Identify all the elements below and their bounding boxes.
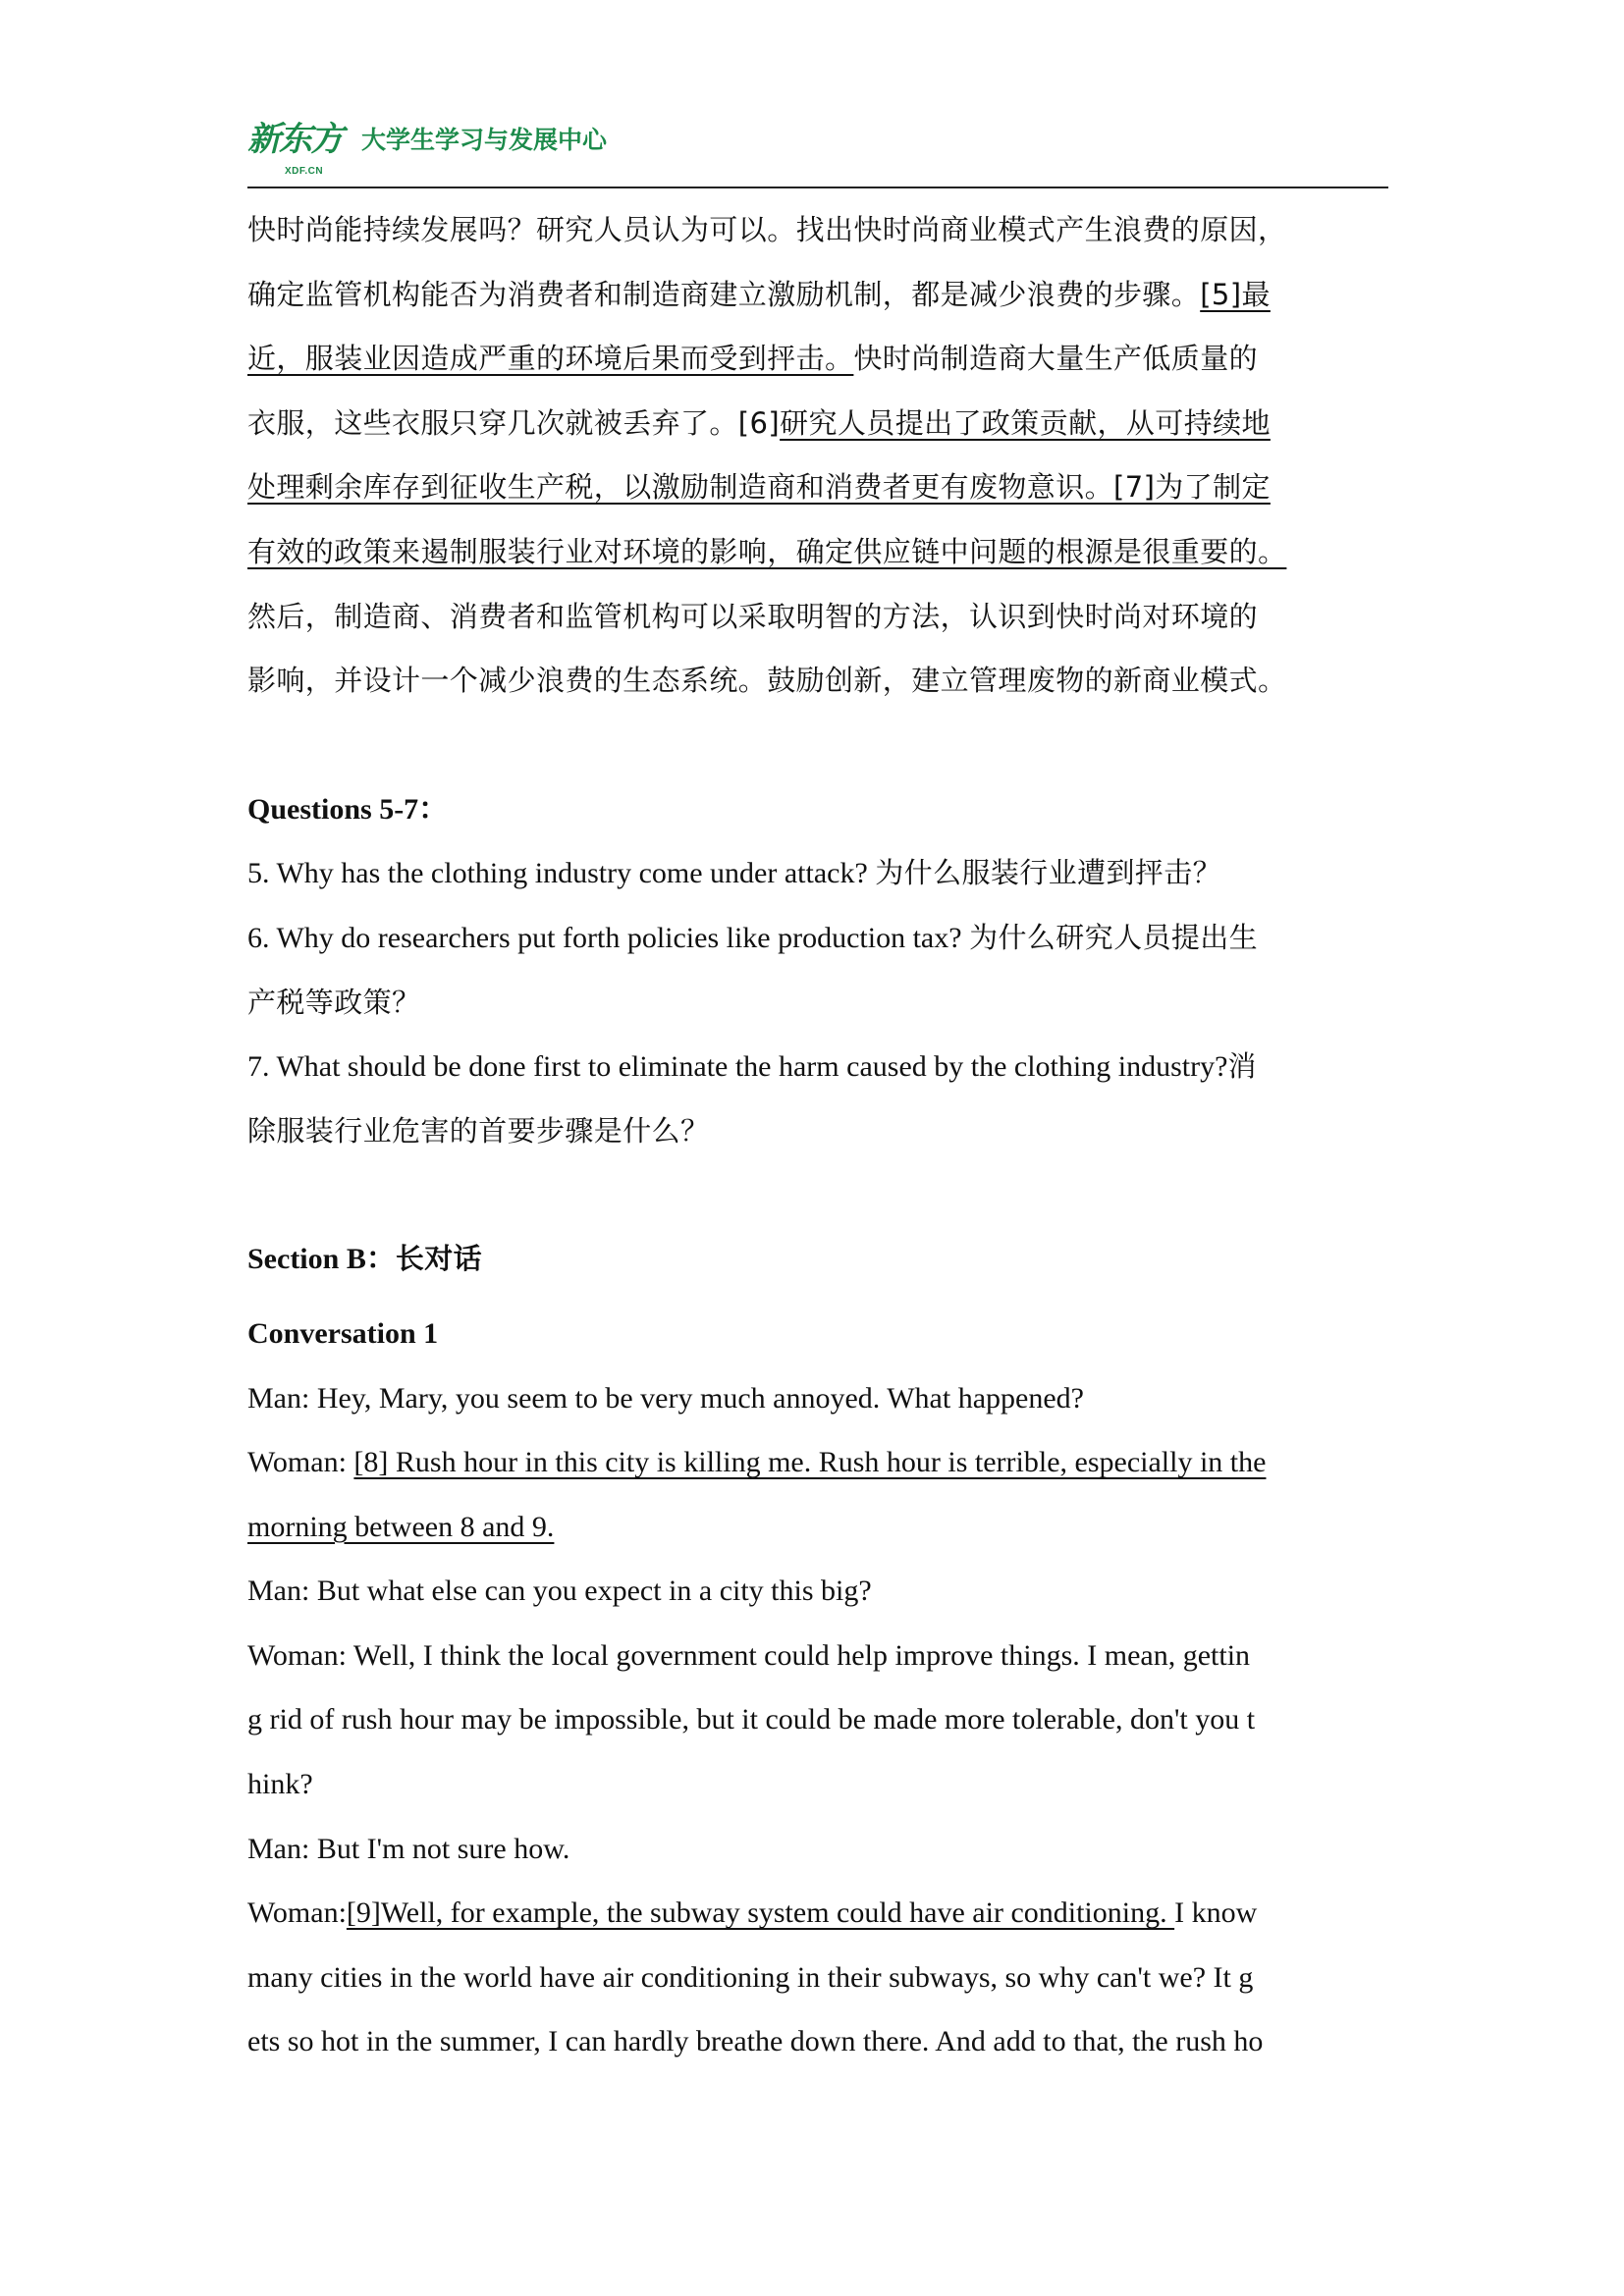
question-5: 5. Why has the clothing industry come under attack? 为什么服装行业遭到抨击？ (247, 856, 1222, 890)
section-b (247, 1227, 1388, 2074)
dialogue-line: Woman: Well, I think the local government could help improve things. I mean, gettin (247, 1638, 1251, 1672)
page-header (247, 110, 608, 177)
answer-highlight: 近，服装业因造成严重的环境后果而受到抨击。 (247, 342, 854, 376)
header-divider (247, 187, 1388, 188)
dialogue-line: Man: But what else can you expect in a city this big? (247, 1575, 872, 1608)
dialogue-line: Man: Hey, Mary, you seem to be very much annoyed. What happened? (247, 1381, 1084, 1415)
brand-logo (247, 120, 342, 177)
section-heading: Section B：长对话 (247, 1242, 483, 1276)
answer-highlight: [7]为了制定 (1113, 470, 1271, 505)
question-7-cont: 除服装行业危害的首要步骤是什么？ (247, 1113, 710, 1148)
answer-highlight: [5]最 (1200, 277, 1271, 311)
document-body (247, 198, 1388, 2074)
text-line: 快时尚能持续发展吗？研究人员认为可以。找出快时尚商业模式产生浪费的原因， (247, 213, 1287, 246)
dialogue-line: Man: But I'm not sure how. (247, 1832, 570, 1865)
text-line: 影响，并设计一个减少浪费的生态系统。鼓励创新，建立管理废物的新商业模式。 (247, 664, 1287, 698)
dialogue-line: hink? (247, 1768, 313, 1801)
questions-block (247, 777, 1388, 1164)
question-7: 7. What should be done first to eliminate the harm caused by the clothing industry?消 (247, 1049, 1257, 1084)
text-line: 衣服，这些衣服只穿几次就被丢弃了。[6]研究人员提出了政策贡献，从可持续地 (247, 405, 1271, 440)
text-line (247, 520, 1388, 585)
dialogue-line: g rid of rush hour may be impossible, but it could be made more tolerable, don't you t (247, 1703, 1256, 1736)
header-title: 大学生学习与发展中心 (361, 125, 608, 154)
passage-translation (247, 198, 1388, 714)
answer-highlight: 处理剩余库存到征收生产税，以激励制造商和消费者更有废物意识。 (247, 470, 1114, 505)
answer-highlight: 有效的政策来遏制服装行业对环境的影响，确定供应链中问题的根源是很重要的。 (247, 534, 1287, 568)
dialogue-line (247, 1495, 1388, 1560)
dialogue-line: ets so hot in the summer, I can hardly breathe down there. And add to that, the rush ho (247, 2025, 1264, 2058)
dialogue-line: Woman:[9]Well, for example, the subway system could have air conditioning. I know (247, 1896, 1258, 1930)
text-line: 然后，制造商、消费者和监管机构可以采取明智的方法，认识到快时尚对环境的 (247, 599, 1259, 633)
answer-highlight: [9]Well, for example, the subway system could have air conditioning. (346, 1896, 1175, 1930)
conversation-title: Conversation 1 (247, 1316, 439, 1350)
answer-highlight: morning between 8 and 9. (247, 1510, 555, 1543)
logo-subtext: XDF.CN (285, 166, 324, 177)
text-line (247, 455, 1388, 520)
text-line: 近，服装业因造成严重的环境后果而受到抨击。快时尚制造商大量生产低质量的 (247, 342, 1259, 376)
logo-text: 新东方 (247, 120, 342, 159)
dialogue-line: many cities in the world have air conditioning in their subways, so why can't we? It g (247, 1960, 1254, 1994)
answer-highlight: [8] Rush hour in this city is killing me. Rush hour is terrible, especially in the (353, 1446, 1267, 1479)
answer-highlight: 研究人员提出了政策贡献，从可持续地 (780, 405, 1271, 440)
question-6-cont: 产税等政策？ (247, 985, 421, 1019)
text-line: 确定监管机构能否为消费者和制造商建立激励机制，都是减少浪费的步骤。[5]最 (247, 277, 1271, 311)
question-6: 6. Why do researchers put forth policies like production tax? 为什么研究人员提出生 (247, 920, 1259, 954)
dialogue-line: Woman: [8] Rush hour in this city is killing me. Rush hour is terrible, especially in the (247, 1446, 1267, 1479)
questions-heading: Questions 5-7： (247, 792, 449, 826)
